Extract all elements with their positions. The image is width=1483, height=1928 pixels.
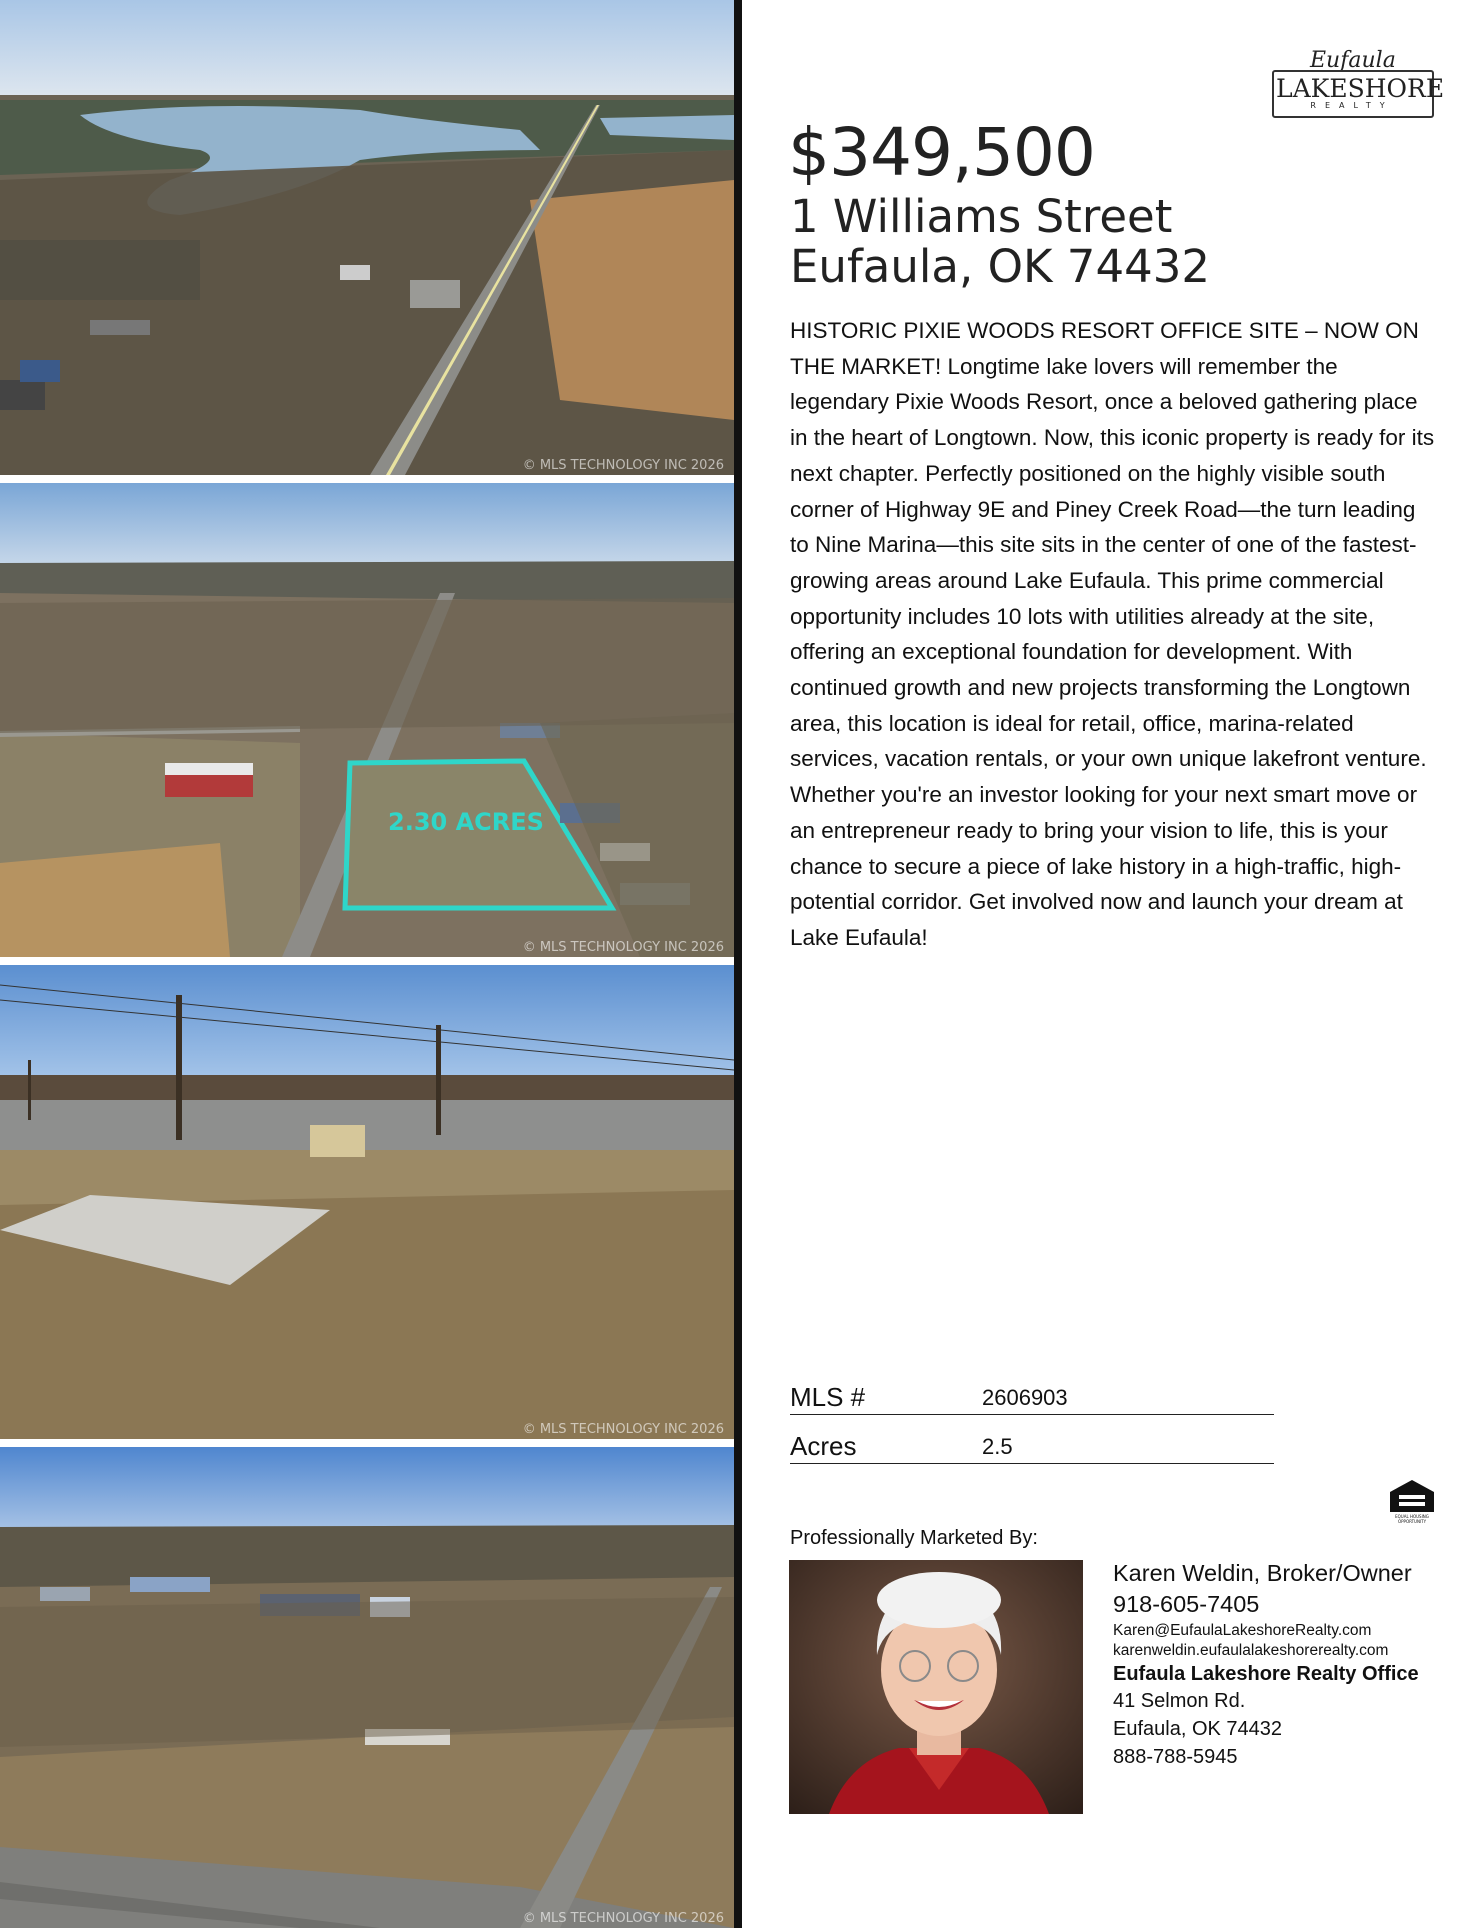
equal-housing-icon <box>1387 1478 1437 1524</box>
office-name: Eufaula Lakeshore Realty Office <box>1113 1663 1419 1685</box>
acres-label: Acres <box>790 1431 857 1461</box>
svg-text:EQUAL HOUSING: EQUAL HOUSING <box>1395 1514 1429 1519</box>
field-photo-slab[interactable] <box>0 965 734 1439</box>
marketed-by-label: Professionally Marketed By: <box>790 1527 1038 1549</box>
office-address-line1: 41 Selmon Rd. <box>1113 1690 1246 1712</box>
logo-main-text: LAKESHORE <box>1276 74 1445 103</box>
listing-price: $349,500 <box>788 114 1095 191</box>
address-street: 1 Williams Street <box>790 190 1173 243</box>
office-phone[interactable]: 888-788-5945 <box>1113 1746 1238 1768</box>
office-address-line2: Eufaula, OK 74432 <box>1113 1718 1283 1740</box>
address-city: Eufaula, OK 74432 <box>790 240 1210 293</box>
logo-sub-text: REALTY <box>1310 101 1394 110</box>
photo-watermark: © MLS TECHNOLOGY INC 2026 <box>522 458 724 473</box>
photo-watermark: © MLS TECHNOLOGY INC 2026 <box>522 1422 724 1437</box>
logo-script-text: Eufaula <box>1310 48 1396 73</box>
svg-text:OPPORTUNITY: OPPORTUNITY <box>1397 1519 1427 1524</box>
aerial-photo-lake-highway[interactable] <box>0 0 734 475</box>
agent-email[interactable]: Karen@EufaulaLakeshoreRealty.com <box>1113 1622 1372 1639</box>
listing-description: HISTORIC PIXIE WOODS RESORT OFFICE SITE – NOW ON THE MARKET! Longtime lake lovers will remember the legendary Pixie Woods Resort, once a beloved gathering place in the heart of Longtown. Now, this iconic property is ready for its next chapter. Perfectly positioned on the highly visible south corner of Highway 9E and Piney Creek Road—the turn leading to Nine Marina—this site sits in the center of one of the fastest-growing areas around Lake Eufaula. This prime commercial opportunity includes 10 lots with utilities already at the site, offering an exceptional foundation for development. With continued growth and new projects transforming the Longtown area, this location is ideal for retail, office, marina-related services, vacation rentals, or your own unique lakefront venture. Whether you're an investor looking for your next smart move or an entrepreneur ready to bring your vision to life, this is your chance to secure a piece of lake history in a high-traffic, high-potential corridor. Get involved now and launch your dream at Lake Eufaula! <box>790 318 1435 950</box>
brokerage-logo <box>1272 48 1445 118</box>
mls-value: 2606903 <box>982 1385 1068 1410</box>
agent-name: Karen Weldin, Broker/Owner <box>1113 1560 1412 1586</box>
photo-watermark: © MLS TECHNOLOGY INC 2026 <box>522 1911 724 1926</box>
agent-website[interactable]: karenweldin.eufaulalakeshorerealty.com <box>1113 1642 1389 1659</box>
agent-phone[interactable]: 918-605-7405 <box>1113 1591 1260 1617</box>
aerial-photo-intersection[interactable] <box>0 1447 734 1928</box>
acres-value: 2.5 <box>982 1434 1013 1459</box>
aerial-photo-lot-outline[interactable] <box>0 483 734 957</box>
mls-label: MLS # <box>790 1382 866 1412</box>
photo-watermark: © MLS TECHNOLOGY INC 2026 <box>522 940 724 955</box>
column-divider <box>734 0 742 1928</box>
acres-overlay-label: 2.30 ACRES <box>388 808 544 836</box>
agent-headshot <box>789 1560 1083 1814</box>
photo-column <box>0 0 734 1928</box>
fact-row-acres <box>790 1429 1274 1464</box>
fact-row-mls <box>790 1380 1274 1415</box>
